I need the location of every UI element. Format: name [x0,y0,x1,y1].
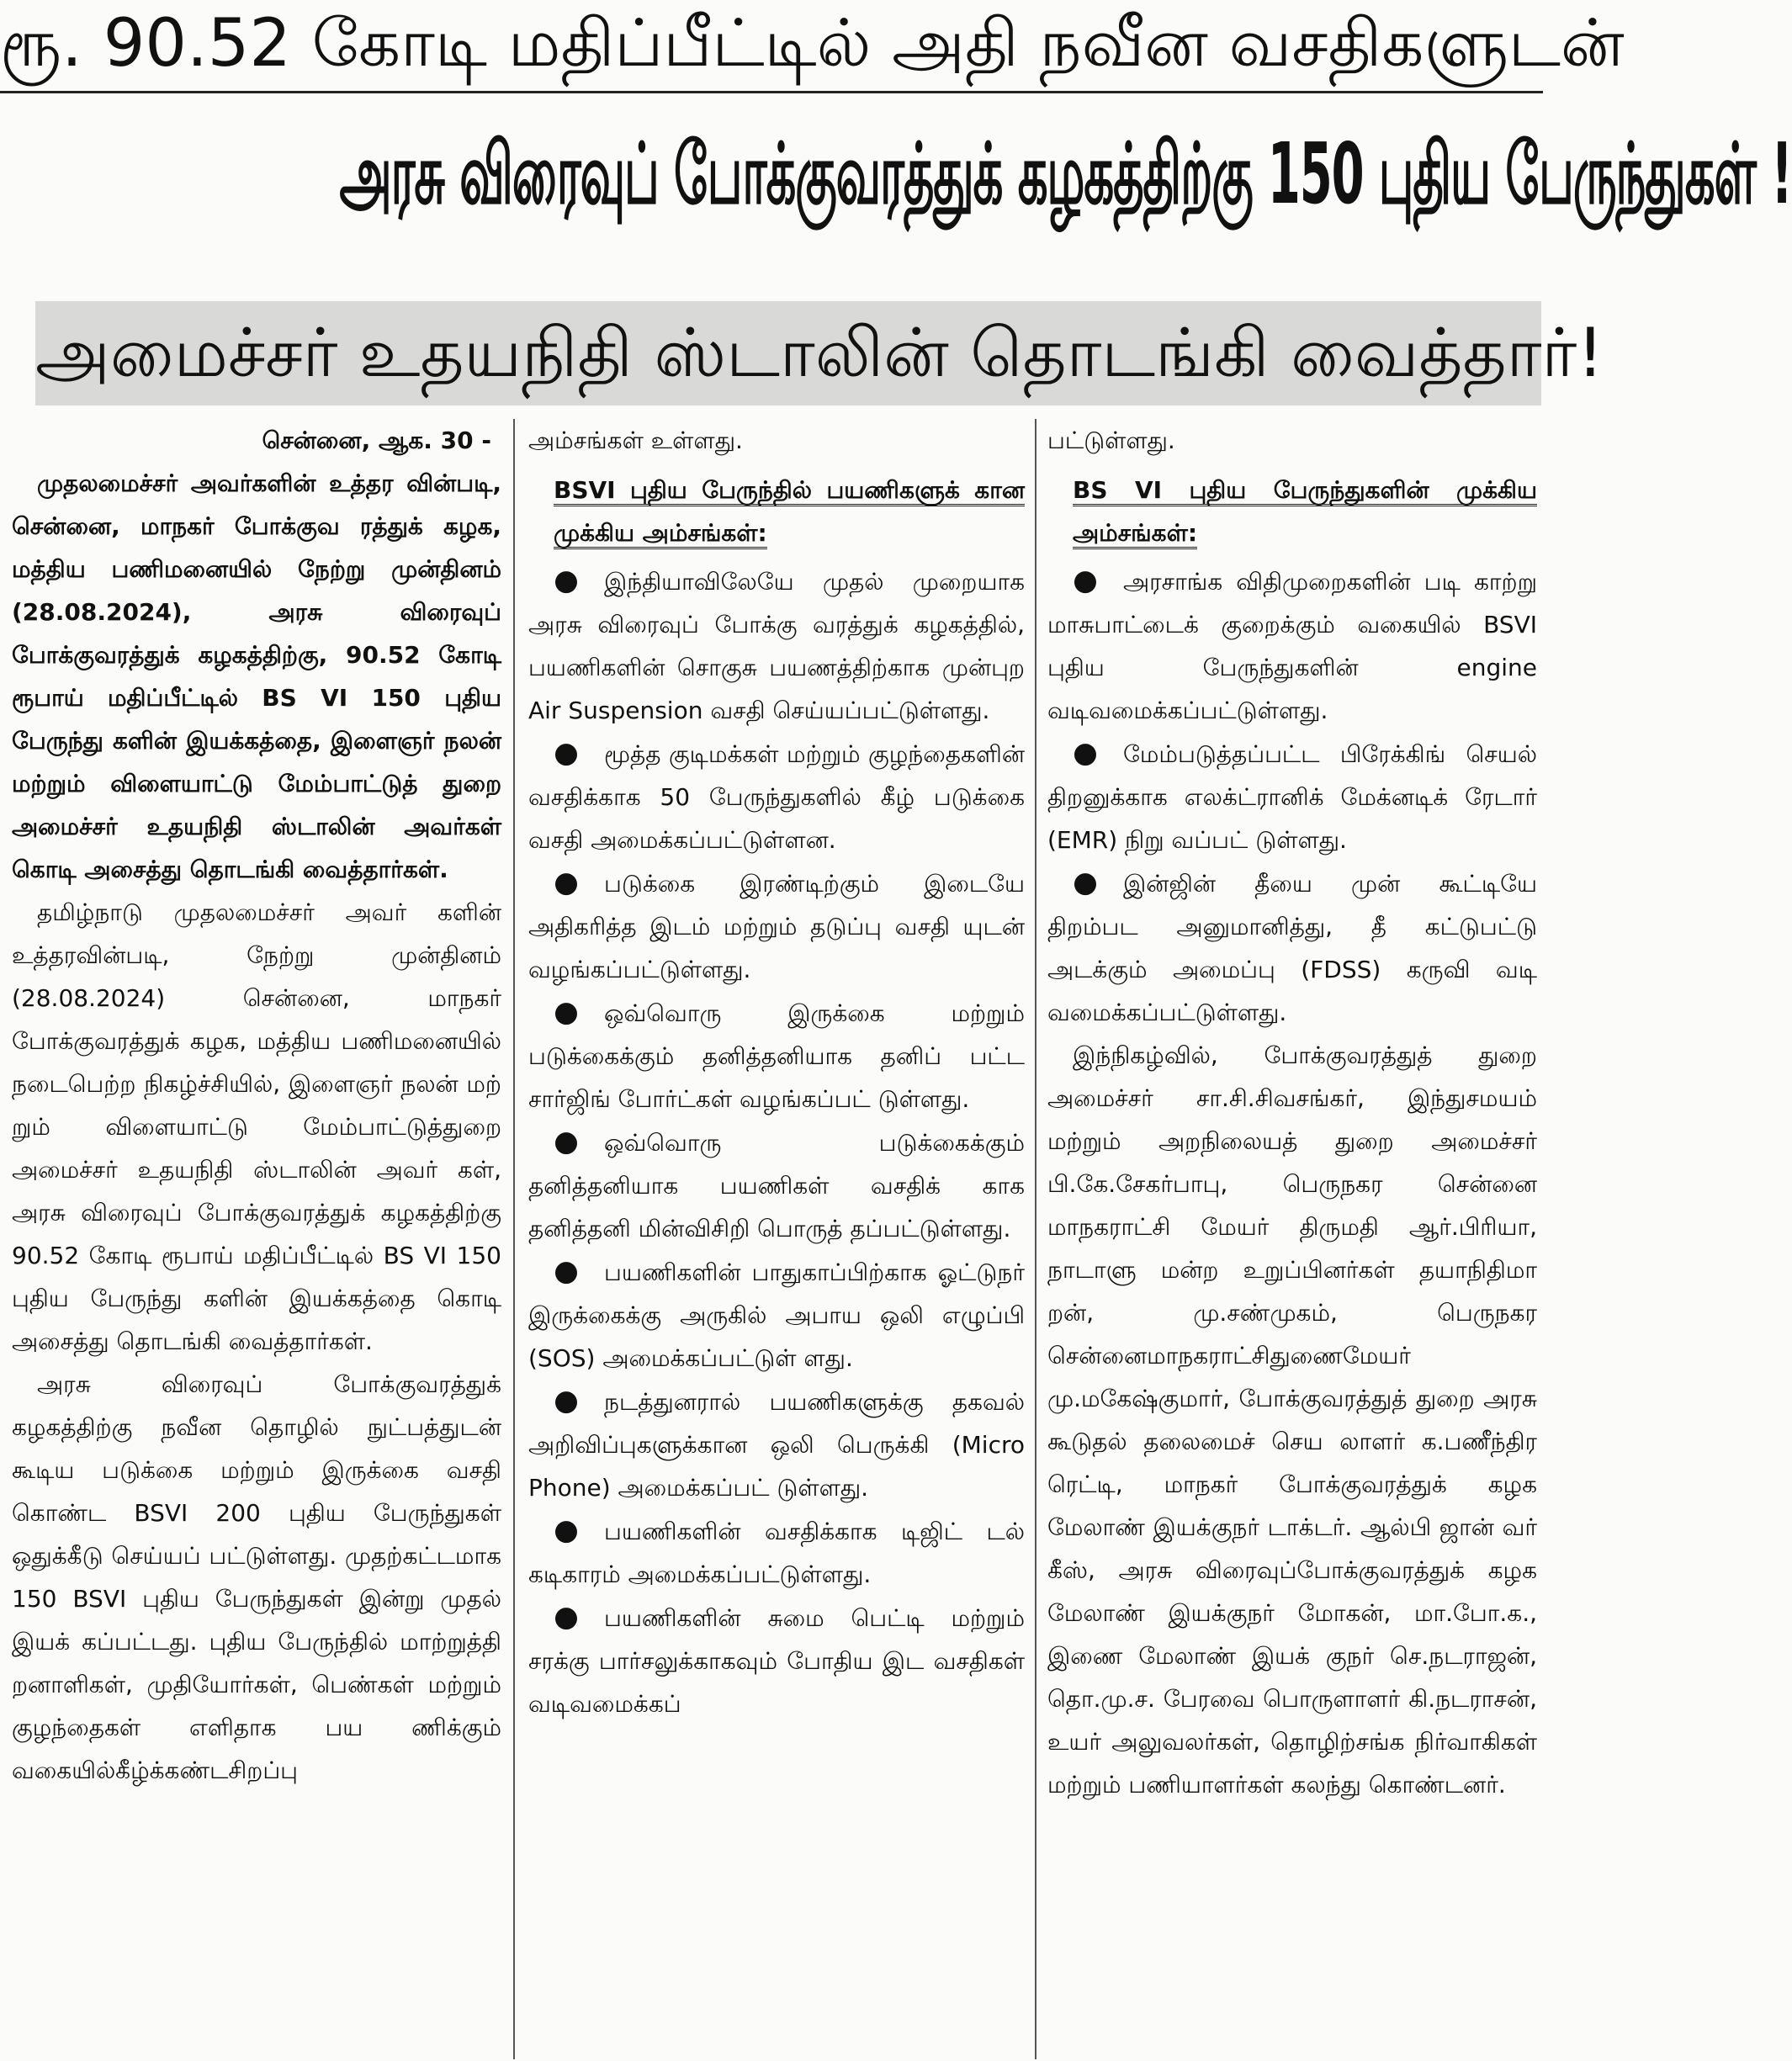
bullet-item: ● பயணிகளின் வசதிக்காக டிஜிட் டல் கடிகாரம் அமைக்கப்பட்டுள்ளது. [528,1509,1025,1596]
continued-text: பட்டுள்ளது. [1047,427,1175,454]
article-column-3 [1047,419,1537,2059]
bullet-item: ● ஒவ்வொரு இருக்கை மற்றும் படுக்கைக்கும் தனித்தனியாக தனிப் பட்ட சார்ஜிங் போர்ட்கள் வழங்கப்பட் டுள்ளது. [528,991,1025,1121]
section-heading: BS VI புதிய பேருந்துகளின் முக்கிய அம்சங்கள்: [1047,469,1537,554]
column-divider [513,419,515,2059]
bullet-dot-icon: ● [554,1254,579,1288]
bullet-item: ● பயணிகளின் பாதுகாப்பிற்காக ஓட்டுநர் இருக்கைக்கு அருகில் அபாய ஒலி எழுப்பி (SOS) அமைக்கப்பட்டுள் ளது. [528,1250,1025,1380]
continued-text: அம்சங்கள் உள்ளது. [528,427,743,454]
bullet-item: ● மேம்படுத்தப்பட்ட பிரேக்கிங் செயல் திறனுக்காக எலக்ட்ரானிக் மேக்னடிக் ரேடார் (EMR) நிறு வப்பட் டுள்ளது. [1047,732,1537,861]
dateline: சென்னை, ஆக. 30 - [262,427,491,454]
headline-rule [0,91,1543,93]
bullet-dot-icon: ● [554,1513,579,1547]
bullet-dot-icon: ● [1073,736,1098,770]
bullet-item: ● மூத்த குடிமக்கள் மற்றும் குழந்தைகளின் வசதிக்காக 50 பேருந்துகளில் கீழ் படுக்கை வசதி அமைக்கப்பட்டுள்ளன. [528,732,1025,861]
headline-kicker: ரூ. 90.52 கோடி மதிப்பீட்டில் அதி நவீன வசதிகளுடன் [0,6,1625,82]
bullet-dot-icon: ● [1073,866,1098,899]
bullet-dot-icon: ● [554,736,579,770]
bullet-dot-icon: ● [554,1600,579,1634]
bullet-item: ● ஒவ்வொரு படுக்கைக்கும் தனித்தனியாக பயணிகள் வசதிக் காக தனித்தனி மின்விசிறி பொருத் தப்பட்டுள்ளது. [528,1121,1025,1250]
article-column-1 [12,419,501,2059]
article-column-2 [528,419,1025,2059]
body-paragraph: தமிழ்நாடு முதலமைச்சர் அவர் களின் உத்தரவின்படி, நேற்று முன்தினம் (28.08.2024) சென்னை, மாநகர் போக்குவரத்துக் கழக, மத்திய பணிமனையில் நடைபெற்ற நிகழ்ச்சியில், இளைஞர் நலன் மற் றும் விளையாட்டு மேம்பாட்டுத்துறை அமைச்சர் உதயநிதி ஸ்டாலின் அவர் கள், அரசு விரைவுப் போக்குவரத்துக் கழகத்திற்கு 90.52 கோடி ரூபாய் மதிப்பீட்டில் BS VI 150 புதிய பேருந்து களின் இயக்கத்தை கொடி அசைத்து தொடங்கி வைத்தார்கள். [12,898,501,1355]
bullet-item: ● நடத்துனரால் பயணிகளுக்கு தகவல் அறிவிப்புகளுக்கான ஒலி பெருக்கி (Micro Phone) அமைக்கப்பட் டுள்ளது. [528,1380,1025,1509]
bullet-item: ● இன்ஜின் தீயை முன் கூட்டியே திறம்பட அனுமானித்து, தீ கட்டுபட்டு அடக்கும் அமைப்பு (FDSS) கருவி வடி வமைக்கப்பட்டுள்ளது. [1047,861,1537,1034]
bullet-dot-icon: ● [554,866,579,899]
bullet-dot-icon: ● [554,1384,579,1417]
subheadline: அமைச்சர் உதயநிதி ஸ்டாலின் தொடங்கி வைத்தார்! [35,314,1604,392]
bullet-dot-icon: ● [554,564,579,597]
bullet-item: ● பயணிகளின் சுமை பெட்டி மற்றும் சரக்கு பார்சலுக்காகவும் போதிய இட வசதிகள் வடிவமைக்கப் [528,1596,1025,1725]
bullet-dot-icon: ● [554,995,579,1029]
main-headline: அரசு விரைவுப் போக்குவரத்துக் கழகத்திற்கு 150 புதிய பேருந்துகள் ! [339,125,1792,223]
bullet-item: ● இந்தியாவிலேயே முதல் முறையாக அரசு விரைவுப் போக்கு வரத்துக் கழகத்தில், பயணிகளின் சொகுசு பயணத்திற்காக முன்புற Air Suspension வசதி செய்யப்பட்டுள்ளது. [528,559,1025,732]
section-heading: BSVI புதிய பேருந்தில் பயணிகளுக் கான முக்கிய அம்சங்கள்: [528,469,1025,554]
column-divider [1035,419,1036,2059]
bullet-dot-icon: ● [1073,564,1098,597]
lead-paragraph: முதலமைச்சர் அவர்களின் உத்தர வின்படி, சென்னை, மாநகர் போக்குவ ரத்துக் கழக, மத்திய பணிமனையில் நேற்று முன்தினம் (28.08.2024), அரசு விரைவுப் போக்குவரத்துக் கழகத்திற்கு, 90.52 கோடி ரூபாய் மதிப்பீட்டில் BS VI 150 புதிய பேருந்து களின் இயக்கத்தை, இளைஞர் நலன் மற்றும் விளையாட்டு மேம்பாட்டுத் துறை அமைச்சர் உதயநிதி ஸ்டாலின் அவர்கள் கொடி அசைத்து தொடங்கி வைத்தார்கள். [12,469,501,883]
bullet-dot-icon: ● [554,1125,579,1158]
bullet-item: ● படுக்கை இரண்டிற்கும் இடையே அதிகரித்த இடம் மற்றும் தடுப்பு வசதி யுடன் வழங்கப்பட்டுள்ளது. [528,861,1025,991]
body-paragraph: அரசு விரைவுப் போக்குவரத்துக் கழகத்திற்கு நவீன தொழில் நுட்பத்துடன் கூடிய படுக்கை மற்றும் இருக்கை வசதி கொண்ட BSVI 200 புதிய பேருந்துகள் ஒதுக்கீடு செய்யப் பட்டுள்ளது. முதற்கட்டமாக 150 BSVI புதிய பேருந்துகள் இன்று முதல் இயக் கப்பட்டது. புதிய பேருந்தில் மாற்றுத்தி றனாளிகள், முதியோர்கள், பெண்கள் மற்றும் குழந்தைகள் எளிதாக பய ணிக்கும் வகையில்கீழ்க்கண்டசிறப்பு [12,1370,501,1784]
bullet-item: ● அரசாங்க விதிமுறைகளின் படி காற்று மாசுபாட்டைக் குறைக்கும் வகையில் BSVI புதிய பேருந்துகளின் engine வடிவமைக்கப்பட்டுள்ளது. [1047,559,1537,732]
closing-paragraph: இந்நிகழ்வில், போக்குவரத்துத் துறை அமைச்சர் சா.சி.சிவசங்கர், இந்துசமயம் மற்றும் அறநிலையத் துறை அமைச்சர் பி.கே.சேகர்பாபு, பெருநகர சென்னை மாநகராட்சி மேயர் திருமதி ஆர்.பிரியா, நாடாளு மன்ற உறுப்பினர்கள் தயாநிதிமா றன், மு.சண்முகம், பெருநகர சென்னைமாநகராட்சிதுணைமேயர் மு.மகேஷ்குமார், போக்குவரத்துத் துறை அரசு கூடுதல் தலைமைச் செய லாளர் க.பணீந்திர ரெட்டி, மாநகர் போக்குவரத்துக் கழக மேலாண் இயக்குநர் டாக்டர். ஆல்பி ஜான் வர் கீஸ், அரசு விரைவுப்போக்குவரத்துக் கழக மேலாண் இயக்குநர் மோகன், மா.போ.க., இணை மேலாண் இயக் குநர் செ.நடராஜன், தொ.மு.ச. பேரவை பொருளாளர் கி.நடராசன், உயர் அலுவலர்கள், தொழிற்சங்க நிர்வாகிகள் மற்றும் பணியாளர்கள் கலந்து கொண்டனர். [1047,1041,1537,1799]
